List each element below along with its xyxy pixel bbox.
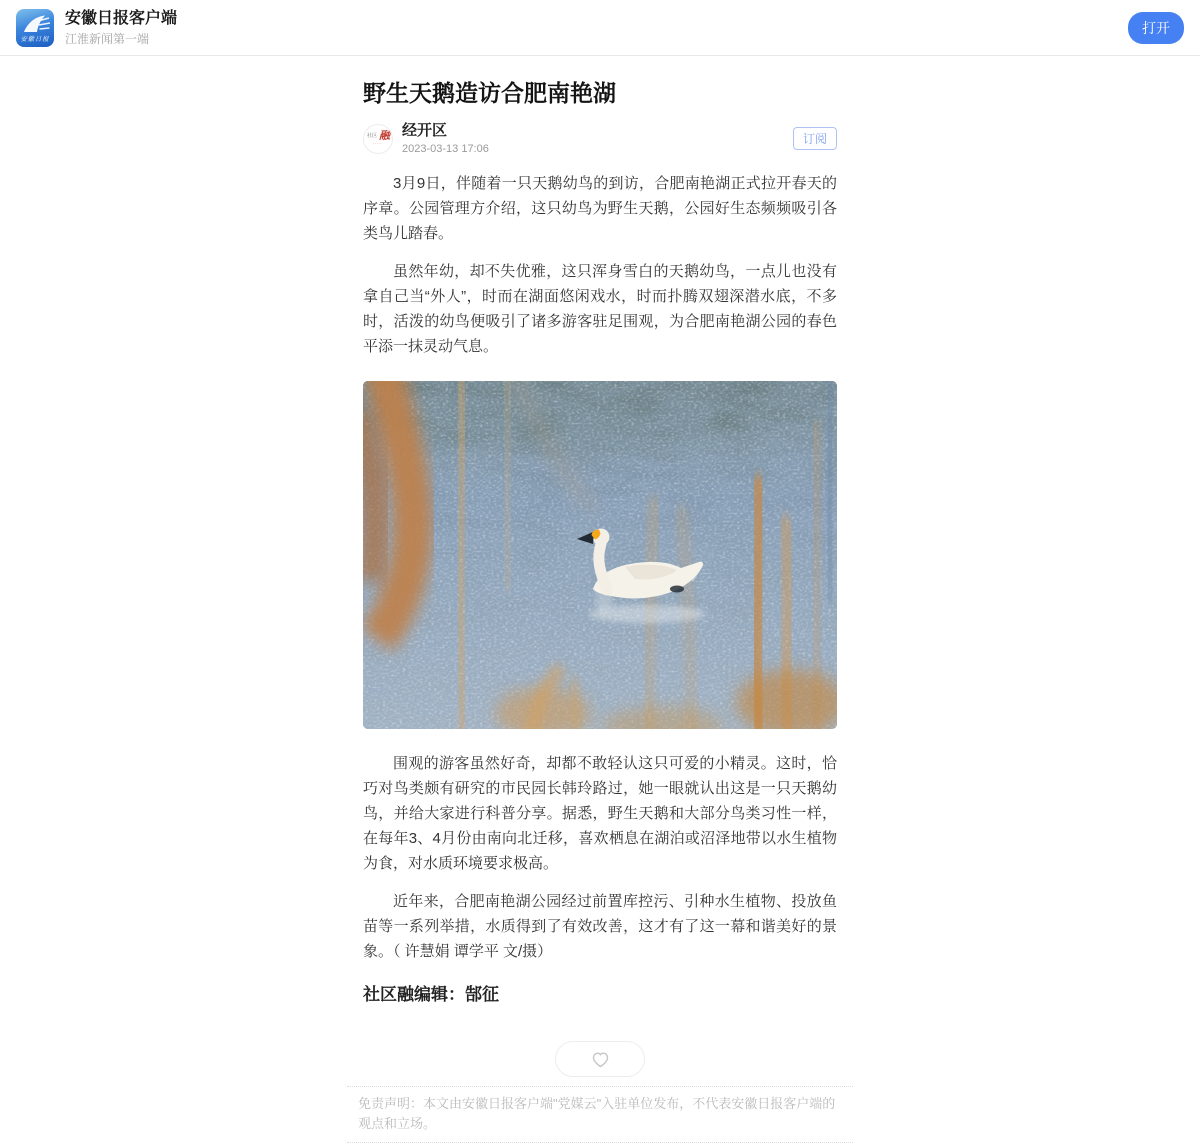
like-button[interactable] [555, 1041, 645, 1077]
disclaimer-text: 免责声明：本文由安徽日报客户端"党媒云"入驻单位发布，不代表安徽日报客户端的观点和立场。 [347, 1086, 853, 1143]
paragraph: 3月9日，伴随着一只天鹅幼鸟的到访，合肥南艳湖正式拉开春天的序章。公园管理方介绍，这只幼鸟为野生天鹅，公园好生态频频吸引各类鸟儿踏春。 [363, 175, 837, 242]
app-banner [0, 0, 1200, 56]
avatar-dots: ····· [373, 141, 383, 146]
subscribe-button[interactable]: 订阅 [793, 127, 837, 150]
author-row [363, 122, 837, 155]
app-logo-text: 安徽日报 [20, 35, 50, 43]
author-meta [402, 122, 489, 155]
paragraph: 近年来，合肥南艳湖公园经过前置库控污、引种水生植物、投放鱼苗等一系列举措，水质得到了有效改善，这才有了这一幕和谐美好的景象。（ 许慧娟 谭学平 文/摄） [363, 893, 837, 960]
app-title: 安徽日报客户端 [65, 9, 178, 27]
like-row [363, 1041, 837, 1077]
avatar-seal-icon: 社区 融 [366, 129, 390, 142]
heart-icon [590, 1050, 611, 1069]
paragraph: 围观的游客虽然好奇，却都不敢轻认这只可爱的小精灵。这时，恰巧对鸟类颇有研究的市民园长韩玲路过，她一眼就认出这是一只天鹅幼鸟，并给大家进行科普分享。据悉，野生天鹅和大部分鸟类习性一样，在每年3、4月份由南向北迁移，喜欢栖息在湖泊或沼泽地带以水生植物为食，对水质环境要求极高。 [363, 755, 837, 872]
article [363, 78, 837, 1077]
article-title: 野生天鹅造访合肥南艳湖 [363, 80, 616, 106]
editor-line: 社区融编辑：郜征 [363, 985, 499, 1004]
open-app-button[interactable]: 打开 [1128, 12, 1184, 44]
app-subtitle: 江淮新闻第一端 [65, 31, 150, 46]
author-avatar[interactable] [363, 124, 393, 154]
app-titles [65, 9, 177, 47]
article-page [0, 78, 1200, 1143]
app-info [16, 9, 177, 47]
article-photo-swan[interactable] [363, 381, 837, 729]
paragraph: 虽然年幼，却不失优雅，这只浑身雪白的天鹅幼鸟，一点儿也没有拿自己当“外人”，时而在湖面悠闲戏水，时而扑腾双翅深潜水底，不多时，活泼的幼鸟便吸引了诸多游客驻足围观，为合肥南艳湖公园的春色平添一抹灵动气息。 [363, 263, 837, 355]
publish-timestamp: 2023-03-13 17:06 [402, 143, 489, 155]
author-name[interactable]: 经开区 [402, 122, 448, 139]
app-logo-icon [16, 9, 54, 47]
